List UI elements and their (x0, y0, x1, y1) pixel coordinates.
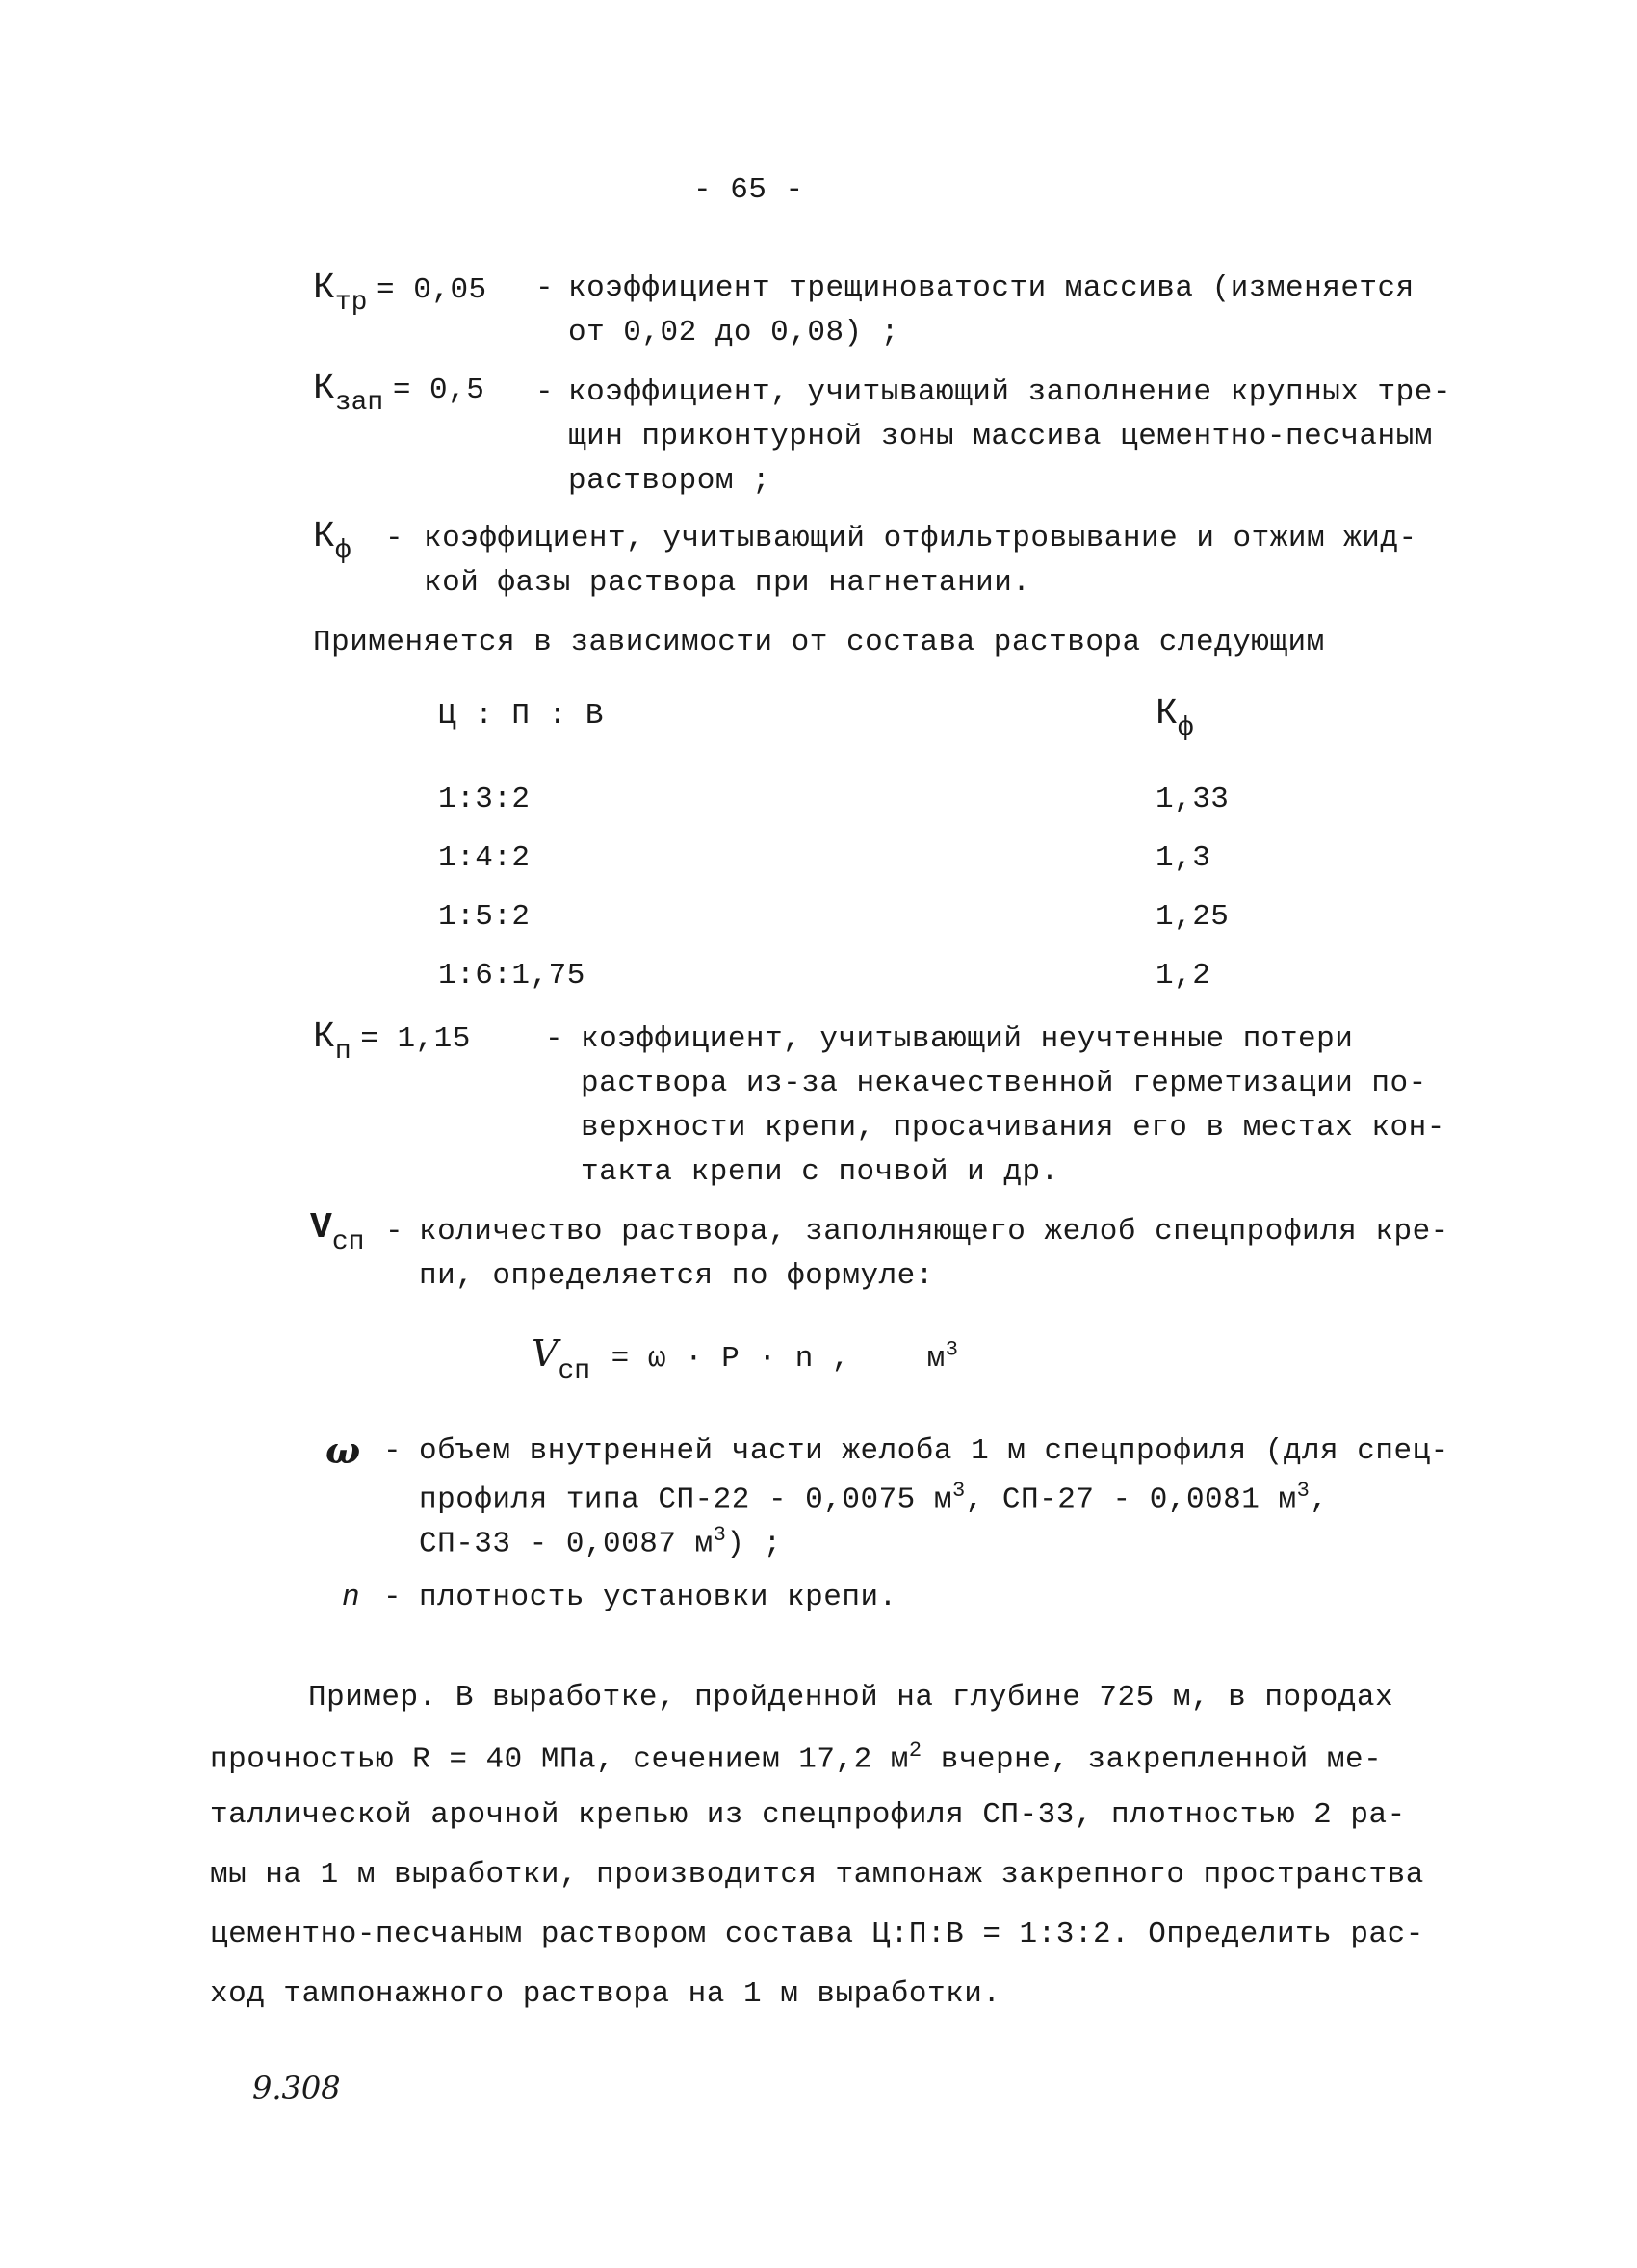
handwritten-note: 9.308 (252, 2070, 341, 2106)
table-k: 1,33 (1156, 783, 1230, 816)
formula-unit: $м^3$ (926, 1337, 959, 1376)
omega-symbol: ω (325, 1429, 361, 1472)
dash: - (383, 1434, 403, 1468)
k-value: = 0,05 (377, 273, 487, 307)
table-ratio: 1:4:2 (438, 841, 531, 875)
param-k-f (313, 516, 351, 566)
table-ratio: 1:3:2 (438, 783, 531, 816)
definition-line: профиля типа СП-22 - 0,0075 $м^3$, СП-27 - 0,0081 $м^3$, (419, 1479, 1329, 1517)
table-k: 1,25 (1156, 900, 1230, 934)
table-header-ratio: Ц : П : В (438, 699, 604, 733)
dash: - (535, 271, 555, 305)
definition-line: плотность установки крепи. (419, 1581, 897, 1614)
dash: - (545, 1022, 564, 1056)
dash: - (385, 522, 404, 555)
page-number: - 65 - (693, 173, 804, 207)
k-symbol: К (313, 1017, 335, 1058)
k-symbol: К (313, 268, 335, 309)
dash: - (535, 375, 555, 409)
table-intro: Применяется в зависимости от состава раствора следующим (313, 626, 1325, 659)
example-line: мы на 1 м выработки, производится тампонаж закрепного пространства (210, 1858, 1424, 1892)
table-header-kf (1156, 693, 1194, 743)
dash: - (383, 1581, 403, 1614)
k-symbol: К (1156, 693, 1178, 735)
definition-line: раствора из-за некачественной герметизации по- (581, 1067, 1427, 1100)
example-line: Пример. В выработке, пройденной на глубине 725 м, в породах (308, 1681, 1394, 1714)
formula (532, 1332, 959, 1386)
k-subscript: зап (334, 388, 384, 418)
n-symbol: n (342, 1581, 361, 1614)
table-k: 1,3 (1156, 841, 1211, 875)
param-k-p (313, 1017, 471, 1067)
definition-line: пи, определяется по формуле: (419, 1259, 934, 1293)
k-subscript: ф (1177, 713, 1194, 743)
definition-line: СП-33 - 0,0087 $м^3$) ; (419, 1523, 782, 1561)
table-ratio: 1:5:2 (438, 900, 531, 934)
dash: - (385, 1215, 404, 1249)
definition-line: объем внутренней части желоба 1 м спецпрофиля (для спец- (419, 1434, 1449, 1468)
definition-line: количество раствора, заполняющего желоб спецпрофиля кре- (419, 1215, 1449, 1249)
definition-line: кой фазы раствора при нагнетании. (424, 566, 1031, 600)
param-k-tr (313, 268, 487, 318)
table-ratio: 1:6:1,75 (438, 959, 585, 992)
table-k: 1,2 (1156, 959, 1211, 992)
v-subscript: сп (331, 1227, 365, 1257)
definition-line: щин приконтурной зоны массива цементно-песчаным (568, 420, 1433, 453)
k-subscript: п (334, 1037, 351, 1067)
v-symbol: V (310, 1207, 332, 1249)
definition-line: раствором ; (568, 464, 771, 498)
definition-line: коэффициент, учитывающий заполнение крупных тре- (568, 375, 1451, 409)
definition-line: верхности крепи, просачивания его в местах кон- (581, 1111, 1445, 1145)
example-line: ход тампонажного раствора на 1 м выработки. (210, 1977, 1001, 2011)
k-subscript: ф (334, 536, 351, 566)
definition-line: коэффициент, учитывающий неучтенные потери (581, 1022, 1354, 1056)
definition-line: такта крепи с почвой и др. (581, 1155, 1059, 1189)
k-subscript: тр (334, 288, 368, 318)
example-line: прочностью R = 40 МПа, сечением 17,2 $м^2$ вчерне, закрепленной ме- (210, 1739, 1383, 1777)
formula-lhs: V (532, 1332, 559, 1375)
k-value: = 1,15 (360, 1022, 471, 1056)
param-k-zap (313, 368, 485, 418)
param-v-sp (310, 1207, 365, 1257)
definition-line: коэффициент, учитывающий отфильтровывание и отжим жид- (424, 522, 1417, 555)
definition-line: от 0,02 до 0,08) ; (568, 316, 899, 349)
k-symbol: К (313, 516, 335, 557)
k-symbol: К (313, 368, 335, 409)
example-line: таллической арочной крепью из спецпрофиля СП-33, плотностью 2 ра- (210, 1798, 1406, 1832)
definition-line: коэффициент трещиноватости массива (изменяется (568, 271, 1415, 305)
k-value: = 0,5 (392, 374, 485, 407)
formula-rhs: = ω · P · n , (611, 1342, 851, 1376)
example-line: цементно-песчаным раствором состава Ц:П:В = 1:3:2. Определить рас- (210, 1918, 1424, 1951)
formula-lhs-subscript: сп (558, 1356, 591, 1386)
